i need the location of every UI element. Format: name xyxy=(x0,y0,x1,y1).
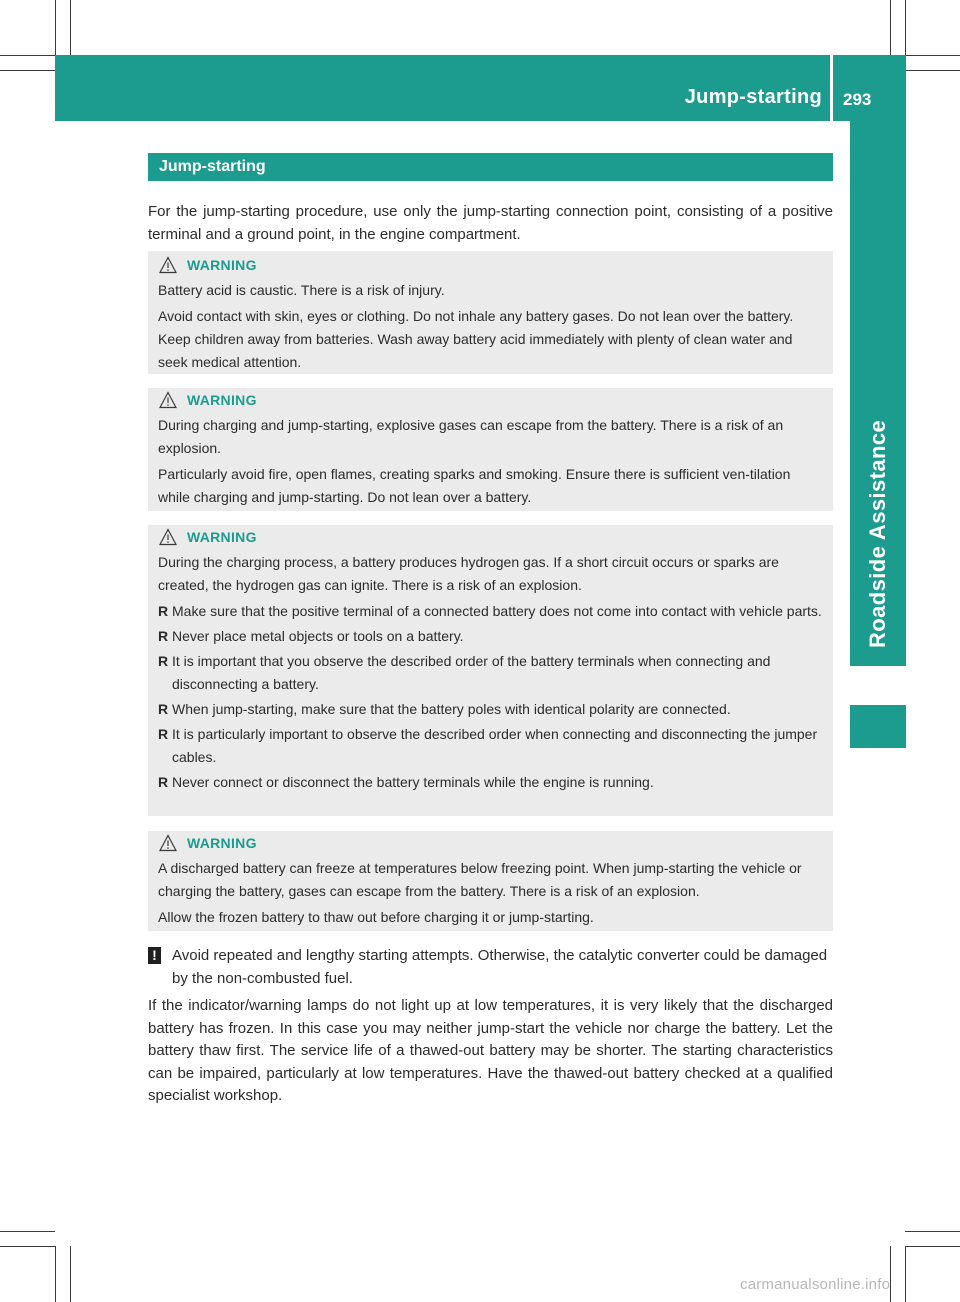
warning-title: WARNING xyxy=(187,392,257,408)
warning-triangle-icon xyxy=(159,256,177,274)
crop-mark xyxy=(905,0,906,55)
list-item xyxy=(158,650,823,696)
list-item xyxy=(158,723,823,769)
warning-box xyxy=(148,388,833,511)
warning-title: WARNING xyxy=(187,835,257,851)
list-item-text: It is important that you observe the described order of the battery terminals when connecting and disconnecting a battery. xyxy=(172,653,771,692)
warning-header xyxy=(158,255,823,275)
note-text: Avoid repeated and lengthy starting attempts. Otherwise, the catalytic converter could be damaged by the non-combusted fuel. xyxy=(172,947,828,987)
warning-header xyxy=(158,833,823,853)
warning-text: Particularly avoid fire, open flames, creating sparks and smoking. Ensure there is sufficient ven-tilation while charging and jump-starting. Do not lean over a battery. xyxy=(158,466,791,505)
exclamation-icon: ! xyxy=(148,947,161,964)
header-separator xyxy=(830,55,833,121)
page-number: 293 xyxy=(843,90,872,109)
running-header-title: Jump-starting xyxy=(684,86,822,108)
warning-text: A discharged battery can freeze at temperatures below freezing point. When jump-starting the vehicle or charging the battery, gases can escape from the battery. There is a risk of an explosion. xyxy=(158,860,802,899)
warning-box xyxy=(148,525,833,816)
list-item-text: Make sure that the positive terminal of a connected battery does not come into contact with vehicle parts. xyxy=(172,603,822,619)
crop-mark xyxy=(55,0,56,55)
warning-triangle-icon xyxy=(159,528,177,546)
crop-mark xyxy=(905,70,960,71)
warning-box xyxy=(148,251,833,374)
bullet-r-icon: R xyxy=(158,701,169,717)
bullet-r-icon: R xyxy=(158,628,169,644)
warning-text: Avoid contact with skin, eyes or clothing. Do not inhale any battery gases. Do not lean over the battery. Keep children away from batteries. Wash away battery acid immediately with plenty of clean water and seek medical attention. xyxy=(158,308,794,370)
crop-mark xyxy=(905,1246,960,1247)
warning-title: WARNING xyxy=(187,529,257,545)
intro-paragraph: For the jump-starting procedure, use only the jump-starting connection point, consisting of a positive terminal and a ground point, in the engine compartment. xyxy=(148,203,833,243)
bullet-r-icon: R xyxy=(158,726,169,742)
crop-mark xyxy=(0,55,55,56)
warning-text: Battery acid is caustic. There is a risk of injury. xyxy=(158,282,445,298)
list-item xyxy=(158,600,823,623)
crop-mark xyxy=(905,55,960,56)
warning-triangle-icon xyxy=(159,391,177,409)
side-tab-marker xyxy=(850,705,906,748)
crop-mark xyxy=(70,1246,71,1302)
bullet-r-icon: R xyxy=(158,653,169,669)
crop-mark xyxy=(70,0,71,55)
list-item xyxy=(158,625,823,648)
warning-header xyxy=(158,527,823,547)
warning-bullet-list xyxy=(158,600,823,794)
bullet-r-icon: R xyxy=(158,603,169,619)
warning-triangle-icon xyxy=(159,834,177,852)
watermark: carmanualsonline.info xyxy=(740,1276,891,1293)
crop-mark xyxy=(905,1231,960,1232)
crop-mark xyxy=(0,1246,55,1247)
warning-title: WARNING xyxy=(187,257,257,273)
warning-text: During charging and jump-starting, explosive gases can escape from the battery. There is a risk of an explosion. xyxy=(158,417,784,456)
list-item-text: It is particularly important to observe the described order when connecting and disconnecting the jumper cables. xyxy=(172,726,818,765)
body-paragraph: If the indicator/warning lamps do not light up at low temperatures, it is very likely that the discharged battery has frozen. In this case you may neither jump-start the vehicle nor charge the battery. Let the battery thaw first. The service life of a thawed-out battery may be shorter. The starting characteristics can be impaired, particularly at low temperatures. Have the thawed-out battery checked at a qualified specialist workshop. xyxy=(148,997,833,1104)
warning-box xyxy=(148,831,833,931)
list-item-text: When jump-starting, make sure that the battery poles with identical polarity are connected. xyxy=(172,701,731,717)
warning-text: During the charging process, a battery produces hydrogen gas. If a short circuit occurs or sparks are created, the hydrogen gas can ignite. There is a risk of an explosion. xyxy=(158,554,779,593)
section-heading: Jump-starting xyxy=(148,153,833,181)
crop-mark xyxy=(890,0,891,55)
crop-mark xyxy=(55,1246,56,1302)
list-item-text: Never connect or disconnect the battery terminals while the engine is running. xyxy=(172,774,654,790)
side-tab-label: Roadside Assistance xyxy=(865,419,890,648)
crop-mark xyxy=(0,70,55,71)
list-item xyxy=(158,771,823,794)
bullet-r-icon: R xyxy=(158,774,169,790)
list-item-text: Never place metal objects or tools on a battery. xyxy=(172,628,464,644)
crop-mark xyxy=(905,1246,906,1302)
list-item xyxy=(158,698,823,721)
crop-mark xyxy=(0,1231,55,1232)
note-block xyxy=(148,944,833,990)
crop-mark xyxy=(890,1246,891,1302)
warning-header xyxy=(158,390,823,410)
warning-text: Allow the frozen battery to thaw out before charging it or jump-starting. xyxy=(158,909,594,925)
